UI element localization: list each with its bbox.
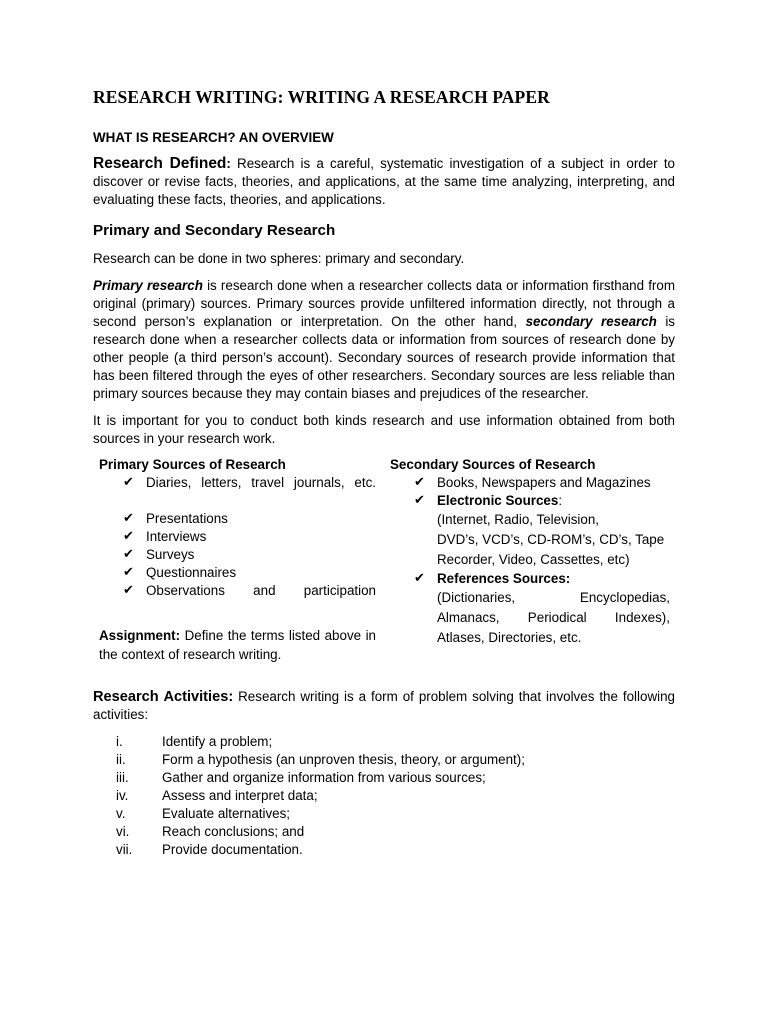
secondary-sources-list-references <box>390 570 670 588</box>
list-item: iii. Gather and organize information from various sources; <box>116 770 486 785</box>
primary-item-questionnaires: Questionnaires <box>146 565 237 580</box>
sources-columns <box>93 456 675 678</box>
list-item <box>390 570 670 588</box>
list-item: iv. Assess and interpret data; <box>116 788 318 803</box>
list-item: i. Identify a problem; <box>116 734 273 749</box>
document-page <box>93 86 675 859</box>
primary-sources-heading: Primary Sources of Research <box>99 457 286 472</box>
list-item: ✔ Electronic Sources: <box>414 493 563 508</box>
secondary-research-term: secondary research <box>525 314 657 329</box>
check-icon: ✔ <box>414 493 425 508</box>
list-item <box>99 474 376 492</box>
definition-text: Research is a careful, systematic investigation of a subject in order to discover or revise facts, theories, and applications, at the same time analyzing, interpreting, and evaluating these facts, theories, and applications. <box>93 156 675 207</box>
primary-secondary-heading: Primary and Secondary Research <box>93 222 336 239</box>
primary-research-paragraph <box>93 277 675 403</box>
check-icon: ✔ <box>123 547 134 562</box>
check-icon: ✔ <box>123 475 134 490</box>
important-paragraph: It is important for you to conduct both kinds research and use information obtained from both sources in your research work. <box>93 413 675 446</box>
assignment-text: Define the terms listed above in the context of research writing. <box>99 628 376 662</box>
primary-item-presentations: Presentations <box>146 511 228 526</box>
check-icon: ✔ <box>123 511 134 526</box>
primary-research-text: is research done when a researcher collects data or information firsthand from original (primary) sources. Primary sources provide unfiltered information directly, not through a second person’s explanation or interpretation. On the other hand, <box>93 278 675 329</box>
electronic-detail: Recorder, Video, Cassettes, etc) <box>437 552 630 567</box>
primary-research-term: Primary research <box>93 278 203 293</box>
definition-paragraph <box>93 155 675 209</box>
secondary-research-text: is research done when a researcher collects data or information from sources of research done by other people (a third person’s account). Secondary sources of research provide information that has been filtered through the eyes of other researchers. Secondary sources are less reliable than primary sources because they may contain biases and prejudices of the researcher. <box>93 314 675 401</box>
primary-item-observations: Observations and participation <box>146 583 376 598</box>
references-detail: (Dictionaries, Encyclopedias, <box>437 590 670 605</box>
secondary-item-electronic: Electronic Sources <box>437 493 559 508</box>
check-icon: ✔ <box>123 565 134 580</box>
activities-text: Research writing is a form of problem solving that involves the following activities: <box>93 689 675 722</box>
activities-paragraph <box>93 688 675 724</box>
primary-sources-list-continued <box>99 510 376 600</box>
electronic-detail: (Internet, Radio, Television, <box>437 512 600 527</box>
secondary-sources-heading: Secondary Sources of Research <box>390 457 596 472</box>
secondary-sources-column <box>390 456 670 648</box>
assignment-label: Assignment: <box>99 628 181 643</box>
references-detail: Atlases, Directories, etc. <box>437 630 582 645</box>
assignment-note <box>99 626 376 664</box>
list-item: ii. Form a hypothesis (an unproven thesis, theory, or argument); <box>116 752 525 767</box>
primary-sources-list <box>99 474 376 492</box>
check-icon: ✔ <box>123 583 134 598</box>
activities-lead: Research Activities: <box>93 689 234 705</box>
secondary-item-books: Books, Newspapers and Magazines <box>437 475 651 490</box>
spheres-paragraph: Research can be done in two spheres: primary and secondary. <box>93 251 465 266</box>
check-icon: ✔ <box>414 475 425 490</box>
primary-item-diaries: Diaries, letters, travel journals, etc. <box>146 475 376 490</box>
list-item <box>99 582 376 600</box>
definition-colon: : <box>226 156 231 171</box>
list-item <box>99 528 376 546</box>
list-item <box>99 546 376 564</box>
list-item: vi. Reach conclusions; and <box>116 824 305 839</box>
overview-heading: WHAT IS RESEARCH? AN OVERVIEW <box>93 130 334 145</box>
document-title: RESEARCH WRITING: WRITING A RESEARCH PAPER <box>93 87 550 107</box>
list-item <box>99 564 376 582</box>
primary-item-surveys: Surveys <box>146 547 195 562</box>
activities-list <box>93 733 675 859</box>
list-item <box>390 474 670 492</box>
list-item: vii. Provide documentation. <box>116 842 303 857</box>
list-item: v. Evaluate alternatives; <box>116 806 291 821</box>
definition-lead: Research Defined <box>93 155 227 172</box>
list-item <box>99 510 376 528</box>
primary-item-interviews: Interviews <box>146 529 207 544</box>
secondary-item-references: References Sources: <box>437 571 571 586</box>
check-icon: ✔ <box>414 571 425 586</box>
references-detail: Almanacs, Periodical Indexes), <box>437 610 670 625</box>
primary-sources-column <box>99 456 376 664</box>
secondary-sources-list <box>390 474 670 510</box>
electronic-detail: DVD’s, VCD’s, CD-ROM’s, CD’s, Tape <box>437 532 665 547</box>
check-icon: ✔ <box>123 529 134 544</box>
